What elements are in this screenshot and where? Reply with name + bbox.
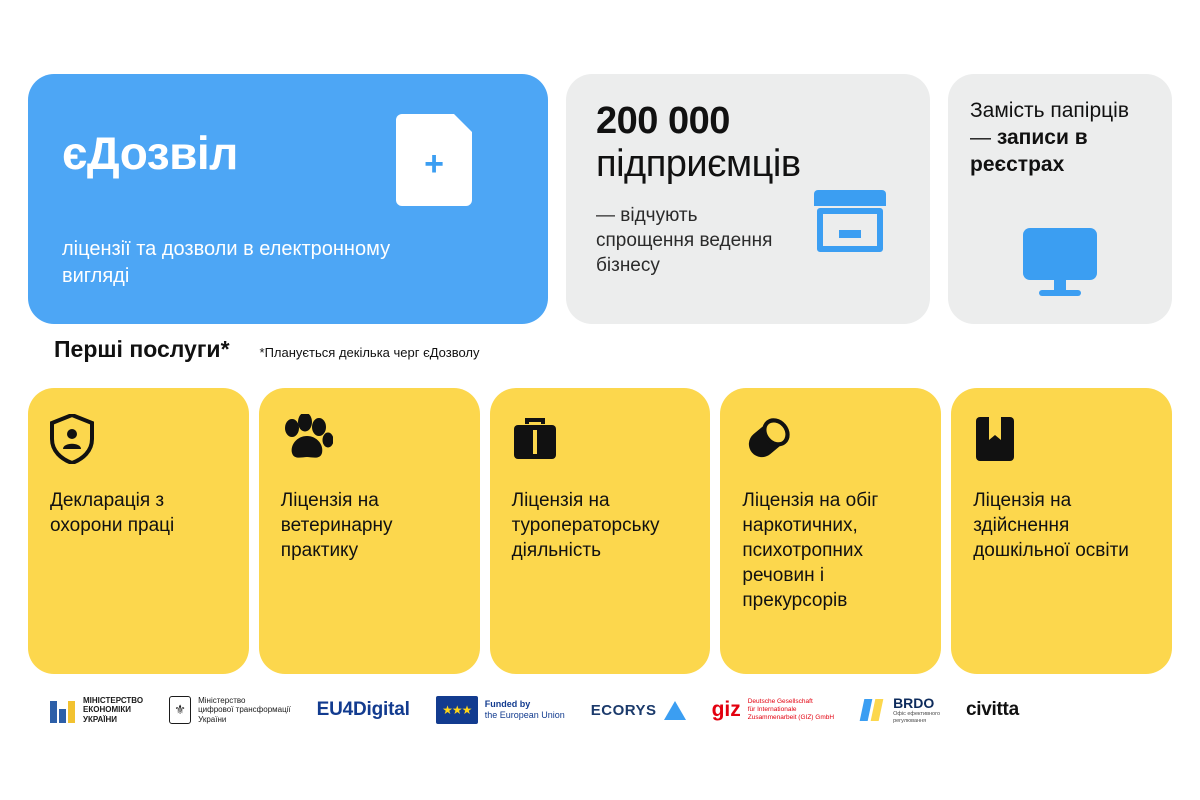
monitor-screen [1023, 228, 1097, 280]
section-heading [54, 336, 480, 363]
shop-roof [814, 190, 886, 206]
ecorys-text: ECORYS [590, 701, 657, 719]
page-title: єДозвіл [62, 127, 238, 179]
instead-text [970, 98, 1150, 179]
mark-stripe [871, 699, 884, 721]
eu4digital-text: EU4Digital [316, 699, 410, 720]
paw-icon [281, 414, 458, 472]
logo-line-3: України [198, 714, 227, 724]
top-cards-row [28, 74, 1172, 324]
logo-ministry-digital [169, 696, 291, 724]
eu-flag-icon: ★★★ [436, 696, 478, 724]
logo-ministry-economy [50, 696, 143, 724]
logo-line-2: für Internationale [747, 706, 797, 714]
service-card-touroperator[interactable] [490, 388, 711, 674]
mark-bar [50, 701, 57, 723]
instead-text-plain: Замість папірців — [970, 99, 1129, 149]
ministry-digital-text [198, 696, 291, 724]
shop-icon [814, 190, 886, 252]
stat-card [566, 74, 930, 324]
capsule-icon [742, 414, 919, 472]
logo-line-3: Zusammenarbeit (GIZ) GmbH [747, 713, 835, 721]
logo-line-1: Deutsche Gesellschaft [747, 698, 813, 706]
ministry-economy-text [83, 696, 143, 724]
giz-subtext [748, 698, 834, 722]
shop-body [817, 208, 883, 252]
service-label: Декларація з охорони праці [50, 490, 175, 537]
suitcase-icon [512, 414, 689, 472]
brdo-sub-2: регулювання [893, 718, 927, 724]
ministry-economy-mark [50, 697, 76, 723]
book-bookmark-icon [973, 414, 1150, 472]
partner-logos [50, 686, 1150, 734]
funded-by-text [485, 699, 565, 722]
logo-civitta [966, 699, 1019, 721]
service-label: Ліцензія на здійснення дошкільної освіти [973, 490, 1129, 562]
logo-giz [712, 698, 835, 722]
service-label: Ліцензія на ветеринарну практику [280, 490, 393, 562]
document-plus-icon [396, 114, 472, 206]
logo-funded-by-eu [436, 696, 565, 724]
logo-ecorys [591, 701, 686, 720]
brdo-name: BRDO [893, 695, 935, 712]
instead-card [948, 74, 1172, 324]
mark-bar [59, 709, 66, 723]
mark-bar [68, 701, 75, 723]
section-note: *Планується декілька черг єДозволу [259, 345, 480, 360]
giz-text: giz [711, 698, 741, 721]
logo-line-2: ЕКОНОМІКИ [83, 705, 131, 715]
logo-line-2: the European Union [484, 710, 565, 720]
service-label: Ліцензія на туроператорську діяльність [511, 490, 660, 562]
shop-slot [839, 230, 861, 238]
stat-number-unit: підприємців [596, 142, 801, 185]
services-row [28, 388, 1172, 674]
service-card-narcotics[interactable] [720, 388, 941, 674]
monitor-base [1039, 290, 1081, 296]
service-card-preschool[interactable] [951, 388, 1172, 674]
shield-person-icon [50, 414, 227, 472]
stat-description: — відчують спрощення ведення бізнесу [596, 205, 773, 277]
brdo-mark-icon [860, 697, 886, 723]
ecorys-triangle-icon [664, 701, 686, 720]
plus-glyph: + [424, 144, 444, 183]
logo-line-3: УКРАЇНИ [83, 714, 118, 724]
instead-text-bold: записи в реєстрах [970, 125, 1088, 176]
hero-card [28, 74, 548, 324]
hero-subtitle: ліцензії та дозволи в електронному вигляді [62, 238, 391, 287]
section-title: Перші послуги* [54, 336, 230, 362]
logo-line-1: МІНІСТЕРСТВО [83, 695, 144, 705]
stat-number-value: 200 000 [596, 100, 730, 142]
monitor-stand [1054, 280, 1066, 290]
trident-icon: ⚜ [169, 696, 191, 724]
logo-eu4digital [317, 699, 410, 721]
logo-line-1: Funded by [484, 698, 531, 709]
monitor-icon [1023, 228, 1097, 296]
logo-line-2: цифрової трансформації [198, 705, 291, 715]
brdo-sub-1: Офіс ефективного [893, 711, 941, 718]
civitta-text: civitta [966, 699, 1019, 720]
stat-number [596, 100, 900, 185]
logo-brdo [860, 695, 940, 724]
logo-line-1: Міністерство [198, 695, 246, 705]
brdo-text [893, 695, 940, 724]
service-card-veterinary[interactable] [259, 388, 480, 674]
service-label: Ліцензія на обіг наркотичних, психотропних речовин і прекурсорів [742, 490, 879, 612]
service-card-declaration[interactable] [28, 388, 249, 674]
